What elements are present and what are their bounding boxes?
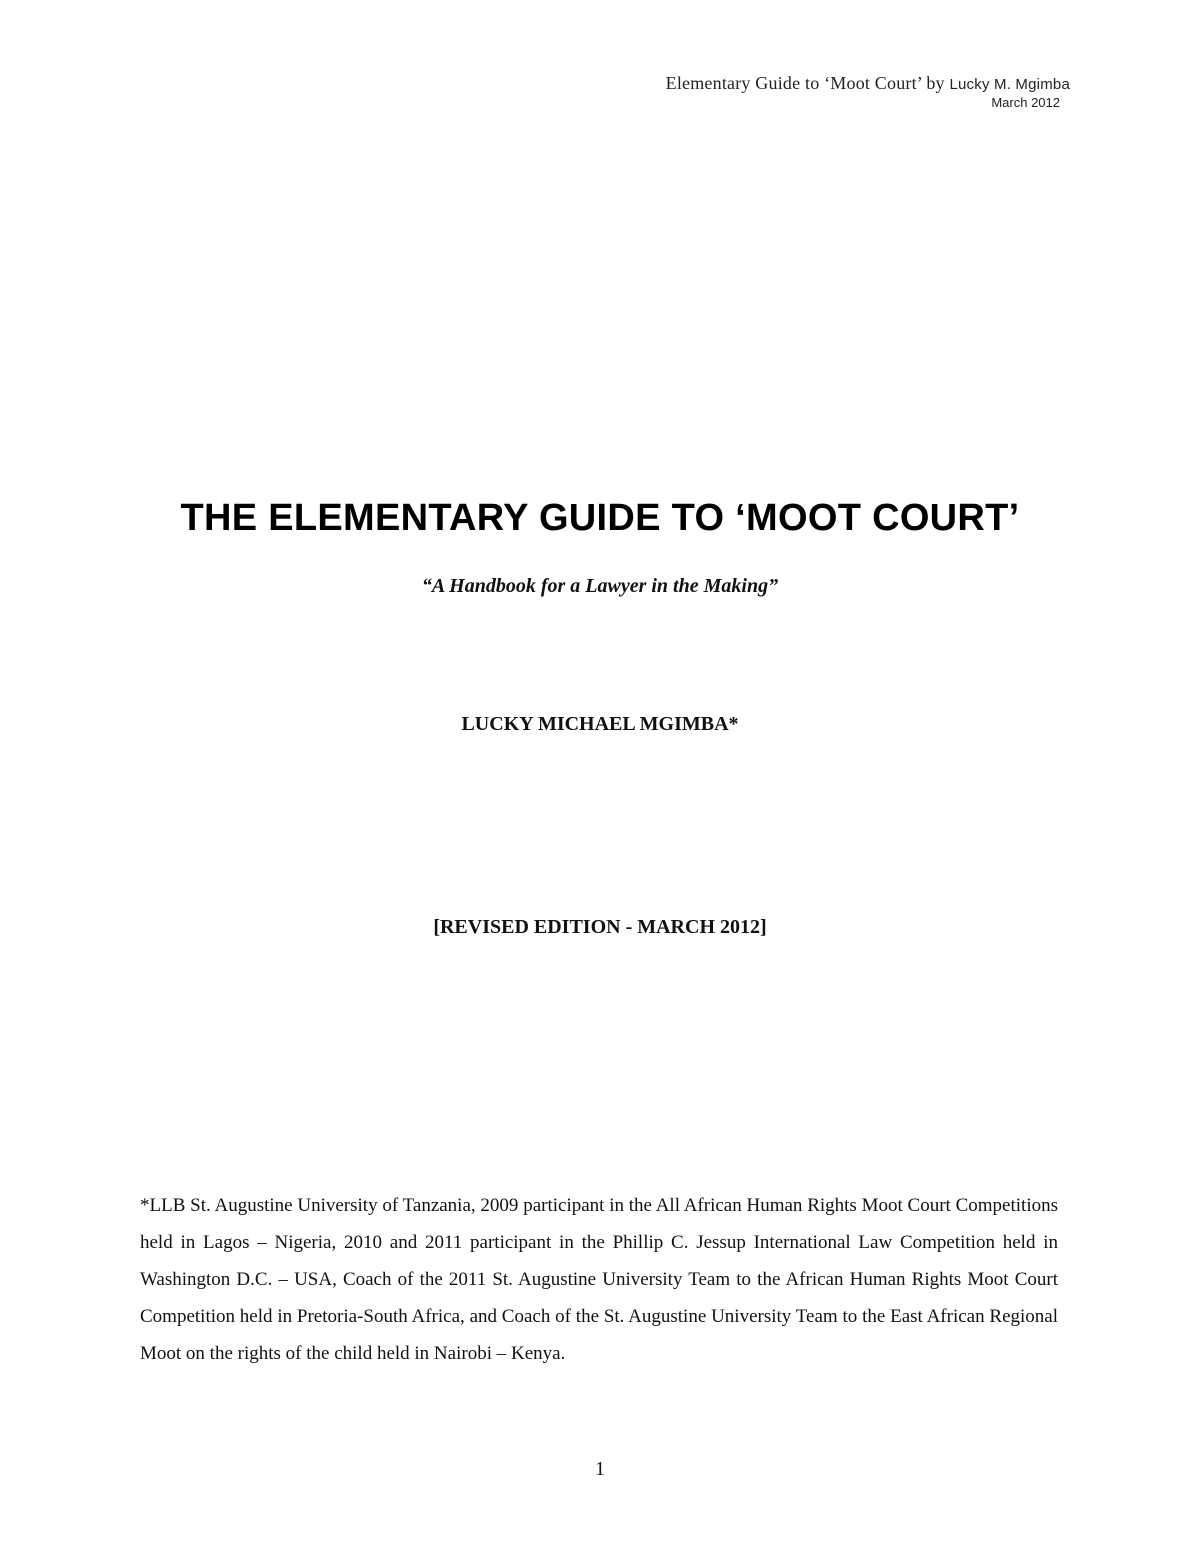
document-subtitle: “A Handbook for a Lawyer in the Making” (421, 575, 779, 597)
page-number: 1 (595, 1458, 605, 1480)
running-header (666, 73, 1070, 111)
header-author: Lucky M. Mgimba (949, 76, 1070, 93)
author-footnote: *LLB St. Augustine University of Tanzania, 2009 participant in the All African Human Rights Moot Court Competitions held in Lagos – Nigeria, 2010 and 2011 participant in the Phillip C. Jessup International Law Competition held in Washington D.C. – USA, Coach of the 2011 St. Augustine University Team to the African Human Rights Moot Court Competition held in Pretoria-South Africa, and Coach of the St. Augustine University Team to the East African Regional Moot on the rights of the child held in Nairobi – Kenya. (140, 1195, 1058, 1364)
header-title-line (666, 73, 1070, 94)
header-title-text: Elementary Guide to ‘Moot Court’ by (665, 73, 950, 93)
document-author: LUCKY MICHAEL MGIMBA* (461, 713, 739, 735)
header-date: March 2012 (991, 94, 1060, 110)
document-title: THE ELEMENTARY GUIDE TO ‘MOOT COURT’ (180, 497, 1020, 539)
edition-note: [REVISED EDITION - MARCH 2012] (433, 916, 767, 938)
